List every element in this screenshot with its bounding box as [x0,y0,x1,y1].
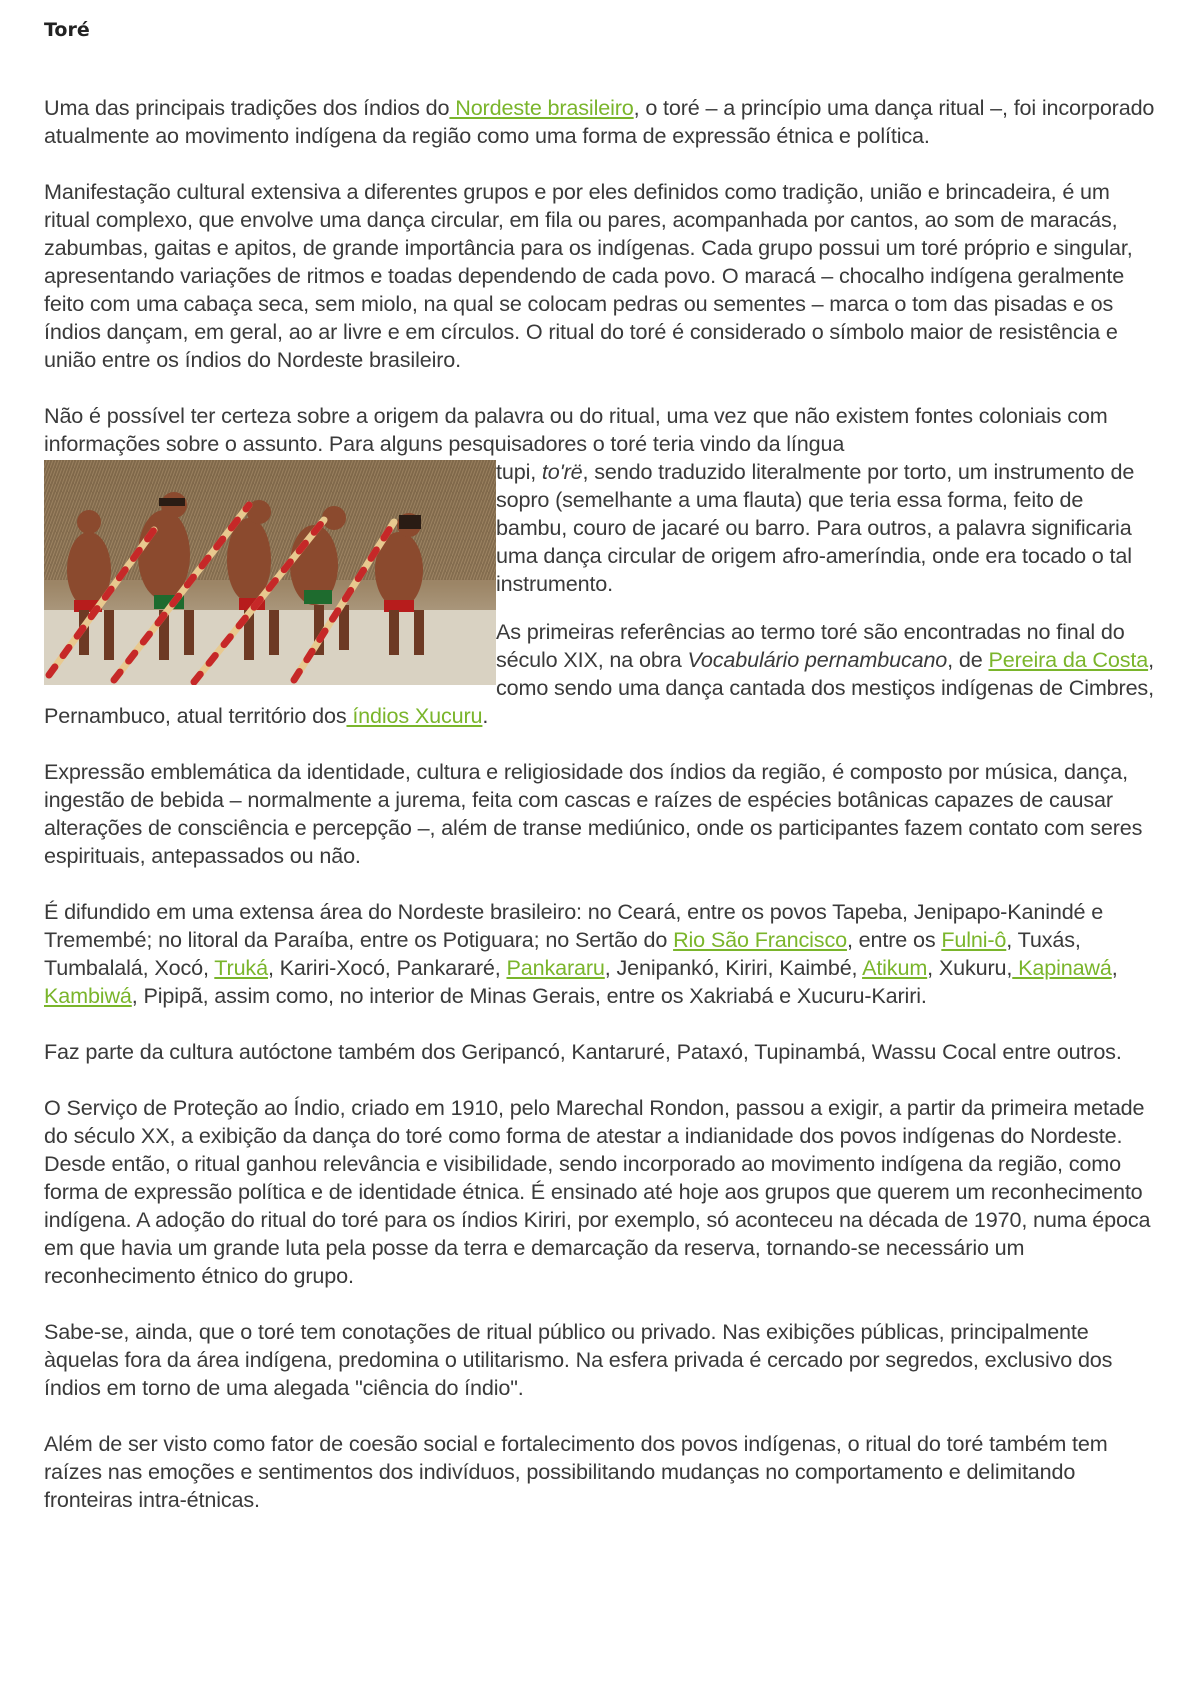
emphasis-torë: to'rë [541,459,583,484]
text-span: . [482,703,489,728]
text-span: , de [947,647,989,672]
link-truka[interactable]: Truká [214,955,268,980]
paragraph-6 [44,898,1156,1010]
text-span: Não é possível ter certeza sobre a origem da palavra ou do ritual, uma vez que não existem fontes coloniais com informações sobre o assunto. Para alguns pesquisadores o toré teria vindo da língua [44,403,1108,456]
link-rio-sao-francisco[interactable]: Rio São Francisco [673,927,847,952]
link-indios-xucuru[interactable]: índios Xucuru [346,703,483,728]
text-span: É difundido em uma extensa área do Nordeste brasileiro: no Ceará, entre os povos Tapeba, Jenipapo-Kanindé e Tremembé; no litoral da Paraíba, entre os Potiguara; no Sertão do [44,899,1104,952]
paragraph-8: O Serviço de Proteção ao Índio, criado em 1910, pelo Marechal Rondon, passou a exigir, a partir da primeira metade do século XX, a exibição da dança do toré como forma de atestar a indianidade dos povos indígenas do Nordeste. Desde então, o ritual ganhou relevância e visibilidade, sendo incorporado ao movimento indígena da região, como forma de expressão política e de identidade étnica. É ensinado até hoje aos grupos que querem um reconhecimento indígena. A adoção do ritual do toré para os índios Kiriri, por exemplo, só aconteceu na década de 1970, numa época em que havia um grande luta pela posse da terra e demarcação da reserva, tornando-se necessário um reconhecimento étnico do grupo. [44,1095,1151,1288]
link-fulnio[interactable]: Fulni-ô [941,927,1007,952]
text-span: , Jenipankó, Kiriri, Kaimbé, [604,955,863,980]
page-title: Toré [44,19,90,41]
text-span: As primeiras referências ao termo toré são encontradas no final do século XIX, na obra [496,619,1125,672]
text-span: , o toré – a princípio uma dança ritual –, foi incorporado atualmente ao movimento indígena da região como uma forma de expressão étnica e política. [44,95,1155,148]
text-span: , [1111,955,1118,980]
paragraph-5: Expressão emblemática da identidade, cultura e religiosidade dos índios da região, é composto por música, dança, ingestão de bebida – normalmente a jurema, feita com cascas e raízes de espécies botânicas capazes de causar alterações de consciência e percepção –, além de transe mediúnico, onde os participantes fazem contato com seres espirituais, antepassados ou não. [44,759,1143,868]
link-atikum[interactable]: Atikum [862,955,928,980]
link-kambiwa[interactable]: Kambiwá [44,983,132,1008]
emphasis-vocabulario: Vocabulário pernambucano [687,647,948,672]
link-pankararu[interactable]: Pankararu [506,955,605,980]
text-span: Uma das principais tradições dos índios do [44,95,450,120]
link-kapinawa[interactable]: Kapinawá [1012,955,1112,980]
paragraph-3 [44,402,1156,598]
paragraph-7: Faz parte da cultura autóctone também dos Geripancó, Kantaruré, Pataxó, Tupinambá, Wassu Cocal entre outros. [44,1039,1122,1064]
text-span: , entre os [846,927,942,952]
text-span: , Kariri-Xocó, Pankararé, [267,955,507,980]
text-span: , Tuxás, Tumbalalá, Xocó, [44,927,1081,980]
link-pereira-da-costa[interactable]: Pereira da Costa [988,647,1149,672]
text-span: tupi, [496,459,542,484]
text-span: , Xukuru, [927,955,1013,980]
paragraph-9: Sabe-se, ainda, que o toré tem conotações de ritual público ou privado. Nas exibições públicas, principalmente àquelas fora da área indígena, predomina o utilitarismo. Na esfera privada é cercado por segredos, exclusivo dos índios em torno de uma alegada "ciência do índio". [44,1319,1113,1400]
paragraph-2: Manifestação cultural extensiva a diferentes grupos e por eles definidos como tradição, união e brincadeira, é um ritual complexo, que envolve uma dança circular, em fila ou pares, acompanhada por cantos, ao som de maracás, zabumbas, gaitas e apitos, de grande importância para os indígenas. Cada grupo possui um toré próprio e singular, apresentando variações de ritmos e toadas dependendo de cada povo. O maracá – chocalho indígena geralmente feito com uma cabaça seca, sem miolo, na qual se colocam pedras ou sementes – marca o tom das pisadas e os índios dançam, em geral, ao ar livre e em círculos. O ritual do toré é considerado o símbolo maior de resistência e união entre os índios do Nordeste brasileiro. [44,179,1133,372]
dancers-photo [44,460,496,685]
paragraph-10: Além de ser visto como fator de coesão social e fortalecimento dos povos indígenas, o ritual do toré também tem raízes nas emoções e sentimentos dos indivíduos, possibilitando mudanças no comportamento e delimitando fronteiras intra-étnicas. [44,1431,1108,1512]
paragraph-1 [44,94,1156,150]
text-span: , Pipipã, assim como, no interior de Minas Gerais, entre os Xakriabá e Xucuru-Kariri. [131,983,927,1008]
text-span: , sendo traduzido literalmente por torto, um instrumento de sopro (semelhante a uma flauta) que teria essa forma, feito de bambu, couro de jacaré ou barro. Para outros, a palavra significaria uma dança circular de origem afro-ameríndia, onde era tocado o tal instrumento. [496,459,1135,596]
link-nordeste-brasileiro[interactable]: Nordeste brasileiro [449,95,634,120]
text-span: , como sendo uma dança cantada dos mestiços indígenas de Cimbres, Pernambuco, atual território dos [44,647,1154,728]
